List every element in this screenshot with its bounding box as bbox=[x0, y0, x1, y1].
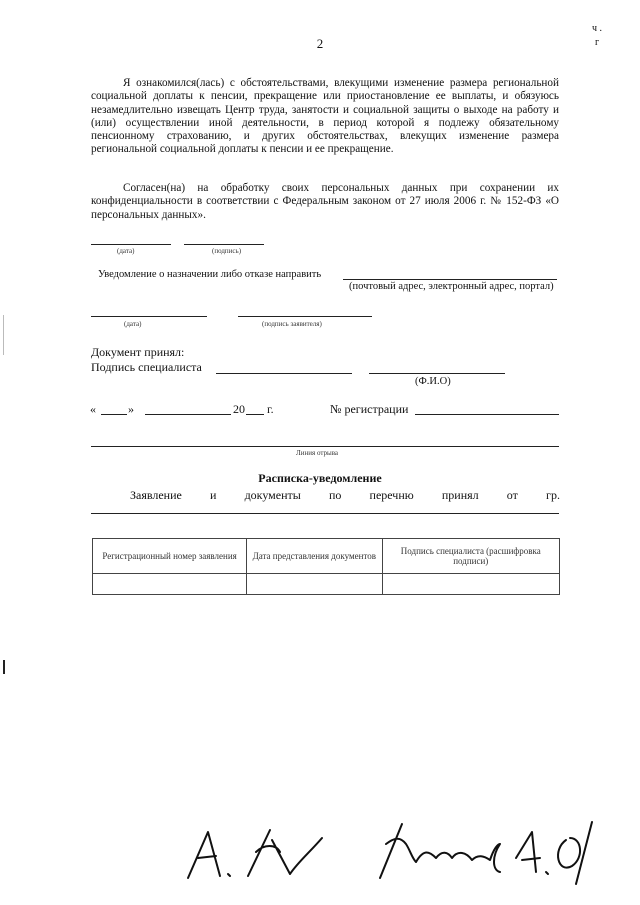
table-cell[interactable] bbox=[382, 574, 559, 595]
header-reg-number: Регистрационный номер заявления bbox=[93, 539, 247, 574]
signature-caption-2: (подпись заявителя) bbox=[262, 320, 322, 328]
date-caption-1: (дата) bbox=[117, 247, 135, 255]
date-quote-close: » bbox=[128, 402, 134, 416]
receipt-word: Заявление bbox=[130, 488, 182, 502]
table-cell[interactable] bbox=[93, 574, 247, 595]
receipt-word: принял bbox=[441, 488, 479, 502]
table-header-row bbox=[93, 539, 560, 574]
specialist-sign-label: Подпись специалиста bbox=[91, 360, 202, 374]
page-number: 2 bbox=[316, 36, 324, 51]
cut-line-caption: Линия отрыва bbox=[296, 449, 339, 457]
notify-caption: (почтовый адрес, электронный адрес, портал) bbox=[349, 281, 554, 292]
cut-line bbox=[91, 446, 559, 447]
notify-address-line bbox=[343, 279, 557, 280]
receipt-name-line bbox=[91, 513, 559, 514]
date-line-1 bbox=[91, 244, 171, 245]
notify-label: Уведомление о назначении либо отказе направить bbox=[98, 269, 322, 280]
table-cell[interactable] bbox=[247, 574, 382, 595]
header-specialist-signature: Подпись специалиста (расшифровка подписи) bbox=[382, 539, 559, 574]
specialist-sign-line bbox=[216, 373, 352, 374]
signature-caption-1: (подпись) bbox=[212, 247, 242, 255]
header-submission-date: Дата представления документов bbox=[247, 539, 382, 574]
registration-label: № регистрации bbox=[330, 402, 409, 416]
year-line bbox=[246, 414, 264, 415]
handwritten-signature bbox=[180, 800, 610, 890]
receipt-word: перечню bbox=[369, 488, 414, 502]
specialist-fio-line bbox=[369, 373, 505, 374]
signature-line-1 bbox=[184, 244, 264, 245]
month-line bbox=[145, 414, 231, 415]
scan-mark bbox=[3, 660, 5, 674]
year-suffix: г. bbox=[267, 402, 274, 416]
receipt-line bbox=[130, 488, 560, 503]
receipt-word: гр. bbox=[546, 488, 560, 502]
table-row bbox=[93, 574, 560, 595]
receipt-word: по bbox=[328, 488, 342, 502]
date-line-2 bbox=[91, 316, 207, 317]
corner-marks: ч . г bbox=[591, 23, 603, 48]
consent-paragraph: Согласен(на) на обработку своих персональных данных при сохранении их конфиденциальности в соответствии с Федеральным законом от 27 июля 2006 г. № 152-ФЗ «О персональных данных». bbox=[91, 182, 559, 221]
signature-line-2 bbox=[238, 316, 372, 317]
receipt-word: от bbox=[506, 488, 518, 502]
date-caption-2: (дата) bbox=[124, 320, 142, 328]
scan-mark bbox=[3, 315, 4, 355]
receipt-word: и bbox=[210, 488, 217, 502]
year-prefix: 20 bbox=[233, 402, 245, 416]
acknowledgement-paragraph: Я ознакомился(лась) с обстоятельствами, влекущими изменение размера региональной социальной доплаты к пенсии, прекращение или приостановление ее выплаты, и обязуюсь незамедлительно извещать Центр труда, занятости и социальной защиты о выходе на работу и (или) осуществлении иной деятельности, в период которой я подлежу обязательному пенсионному страхованию, и других обстоятельствах, влекущих изменение размера региональной социальной доплаты к пенсии и ее прекращение. bbox=[91, 77, 559, 156]
date-quote-open: « bbox=[90, 402, 96, 416]
fio-caption: (Ф.И.О) bbox=[415, 376, 451, 387]
registration-table bbox=[92, 538, 560, 595]
receipt-word: документы bbox=[244, 488, 301, 502]
day-line bbox=[101, 414, 127, 415]
receipt-title: Расписка-уведомление bbox=[258, 471, 382, 485]
doc-accepted-label: Документ принял: bbox=[91, 345, 185, 359]
registration-line bbox=[415, 414, 559, 415]
